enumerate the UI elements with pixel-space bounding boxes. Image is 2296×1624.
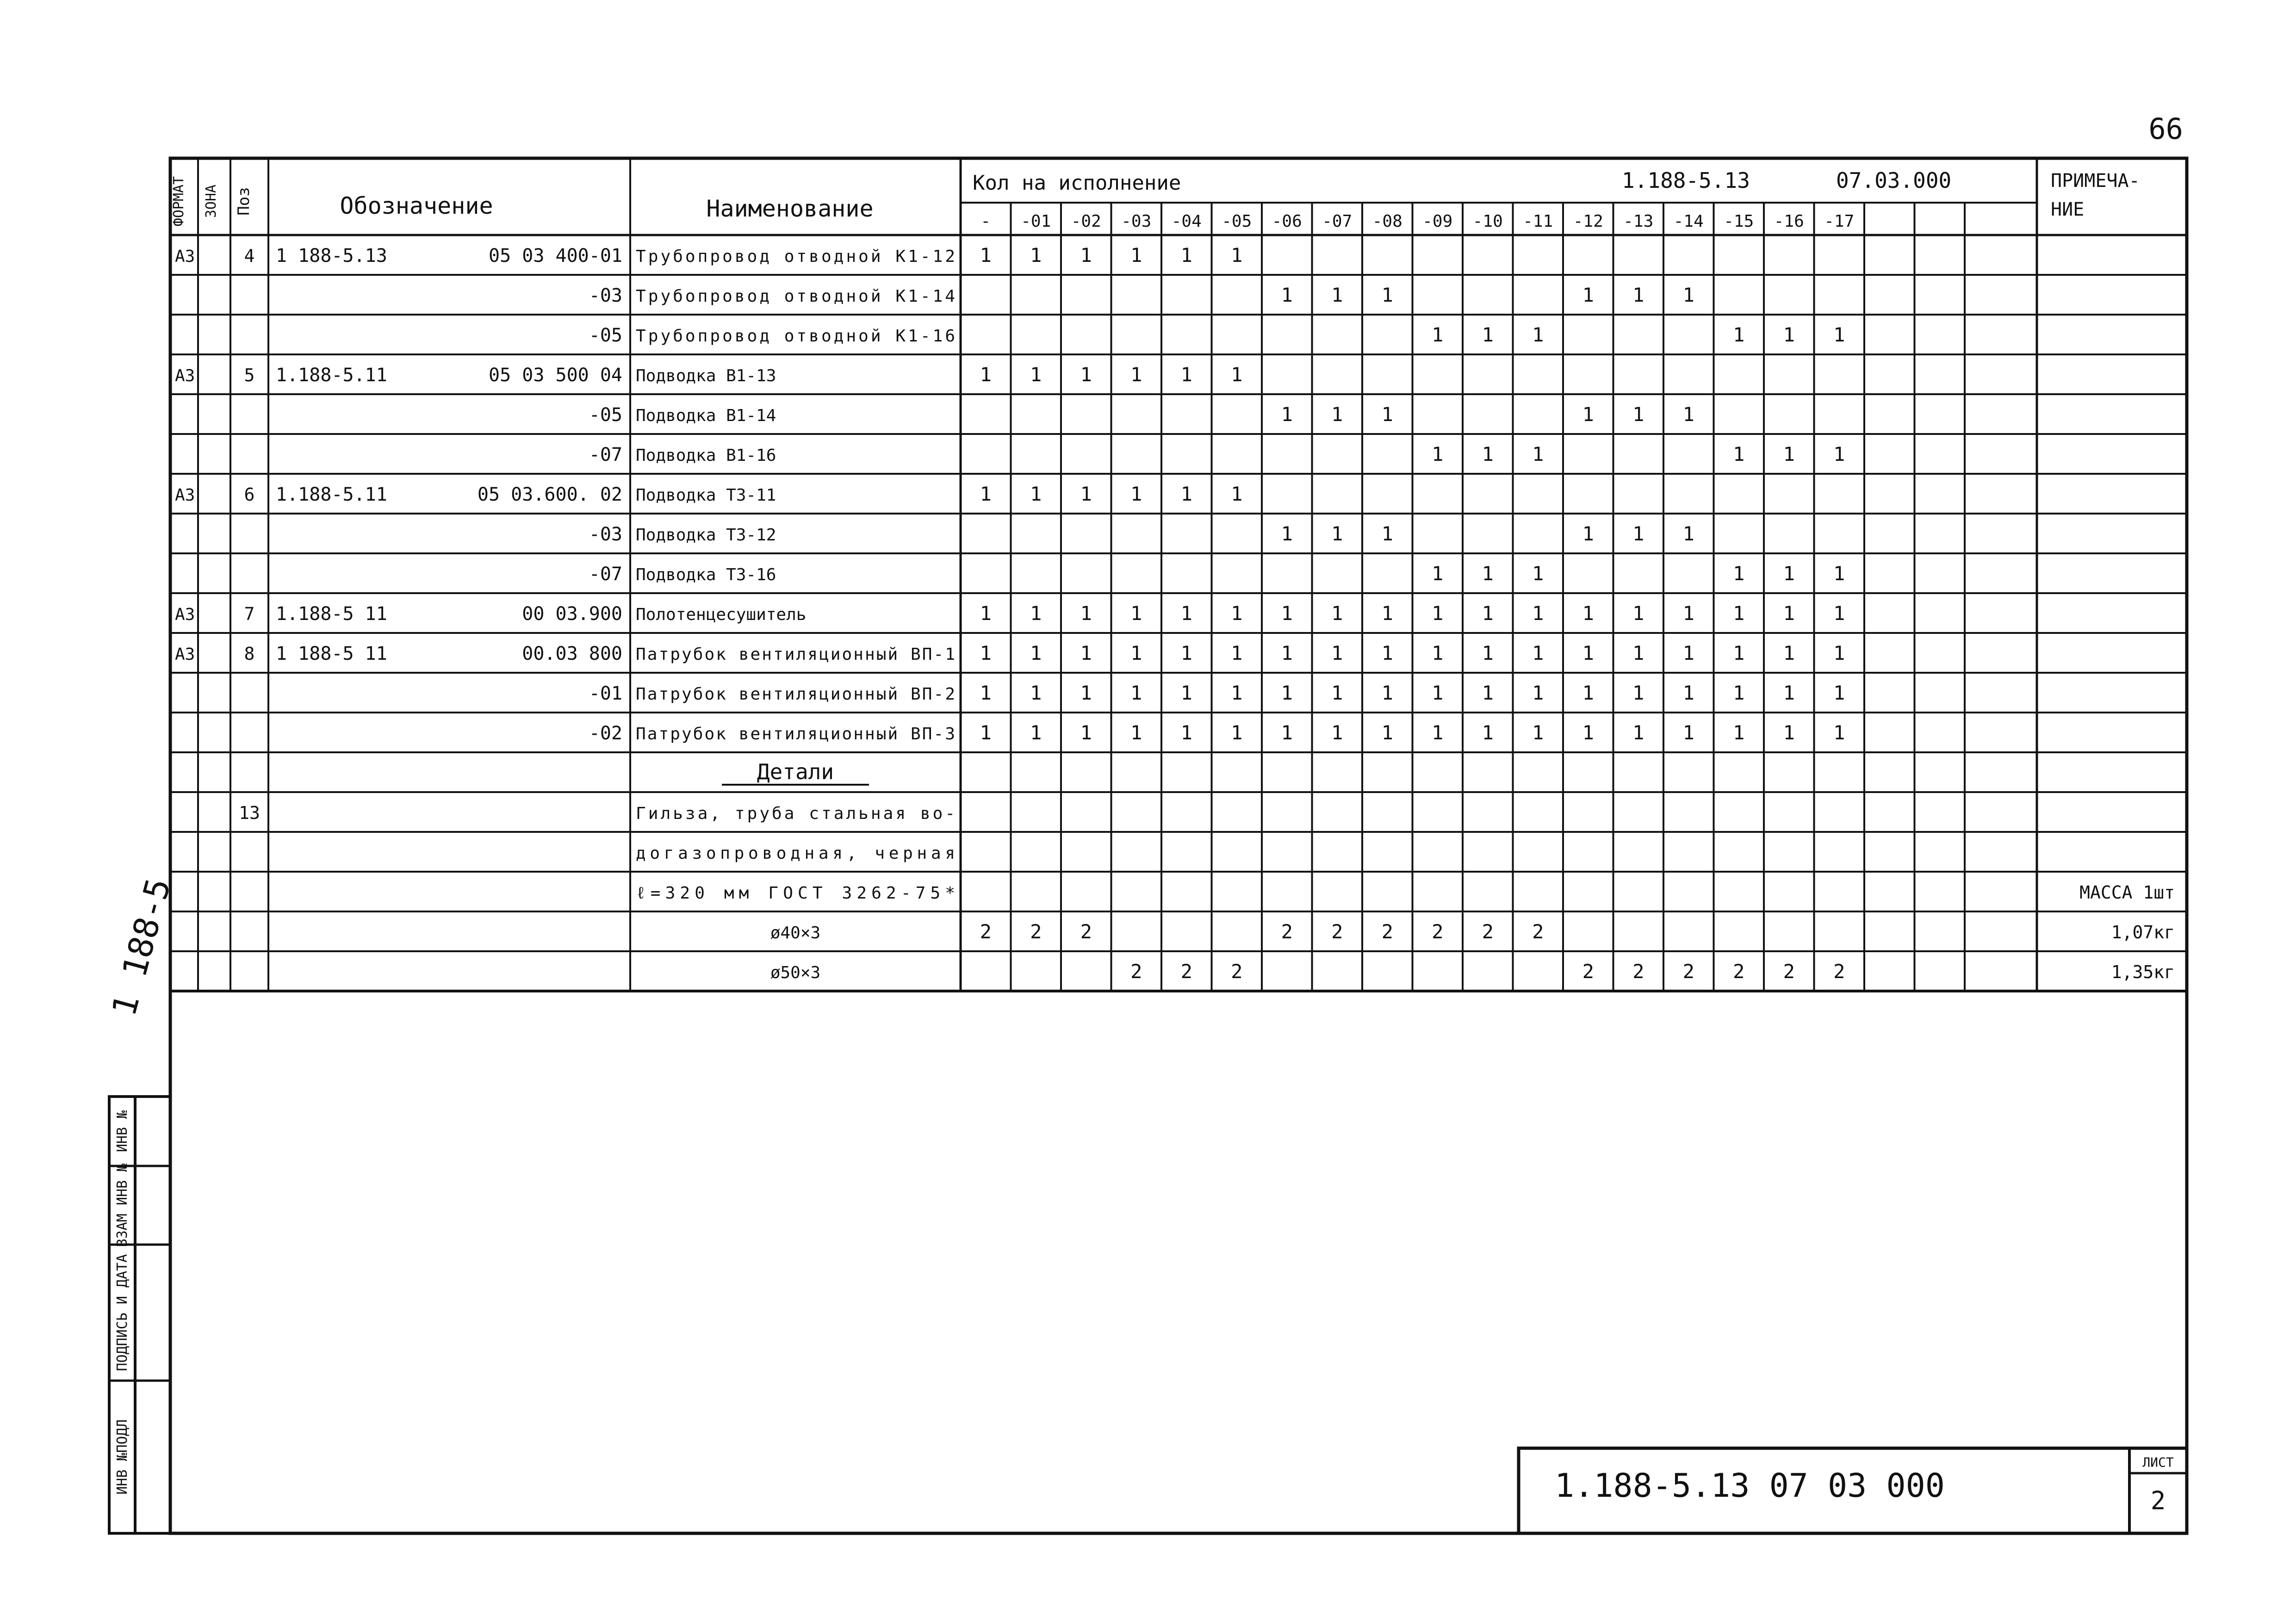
cell-qty: 1 xyxy=(1030,682,1042,704)
cell-qty: 1 xyxy=(1632,682,1644,704)
cell-qty: 1 xyxy=(1281,642,1293,664)
table-row xyxy=(589,443,1845,465)
cell-qty: 1 xyxy=(1682,403,1694,426)
table-row xyxy=(175,244,1242,267)
cell-qty: 1 xyxy=(1783,721,1795,744)
cell-qty: 1 xyxy=(1130,483,1142,505)
cell-qty: 1 xyxy=(1733,682,1745,704)
cell-format: А3 xyxy=(175,486,195,505)
variant-header: -07 xyxy=(1322,212,1353,231)
cell-qty: 1 xyxy=(1080,721,1092,744)
cell-qty: 1 xyxy=(1482,562,1494,585)
variant-header: -06 xyxy=(1272,212,1302,231)
cell-qty: 1 xyxy=(1281,284,1293,306)
cell-qty: 1 xyxy=(1833,682,1845,704)
outer-frame xyxy=(170,158,2187,1533)
cell-qty: 1 xyxy=(1331,721,1343,744)
cell-qty: 2 xyxy=(1080,920,1092,943)
variant-header: -09 xyxy=(1422,212,1453,231)
header-note-2: НИЕ xyxy=(2051,199,2085,220)
cell-qty: 1 xyxy=(1381,522,1393,545)
cell-qty: 1 xyxy=(1783,602,1795,625)
cell-qty: 1 xyxy=(980,483,992,505)
cell-qty: 1 xyxy=(1733,443,1745,465)
cell-name: Полотенцесушитель xyxy=(636,605,807,624)
cell-qty: 2 xyxy=(980,920,992,943)
cell-qty: 1 xyxy=(1682,721,1694,744)
cell-qty: 1 xyxy=(1833,602,1845,625)
cell-qty: 1 xyxy=(980,682,992,704)
cell-qty: 1 xyxy=(1682,642,1694,664)
table-row xyxy=(636,844,955,863)
cell-qty: 2 xyxy=(1130,960,1142,983)
cell-qty: 1 xyxy=(1783,562,1795,585)
cell-qty: 1 xyxy=(1833,562,1845,585)
cell-qty: 2 xyxy=(1833,960,1845,983)
cell-qty: 1 xyxy=(1030,721,1042,744)
header-pos: Поз xyxy=(235,187,253,216)
variant-header: -10 xyxy=(1472,212,1503,231)
cell-qty: 2 xyxy=(1231,960,1243,983)
cell-designation-number: 00.03 800 xyxy=(522,643,622,664)
cell-qty: 1 xyxy=(1482,443,1494,465)
table-row xyxy=(589,284,1694,306)
cell-qty: 1 xyxy=(1231,363,1243,386)
cell-qty: 1 xyxy=(1281,602,1293,625)
cell-qty: 1 xyxy=(1130,721,1142,744)
cell-qty: 1 xyxy=(1632,284,1644,306)
cell-qty: 1 xyxy=(1733,642,1745,664)
cell-designation-number: -07 xyxy=(589,564,622,585)
cell-qty: 1 xyxy=(1180,642,1192,664)
cell-qty: 1 xyxy=(1080,642,1092,664)
header-zone: ЗОНА xyxy=(203,184,219,218)
cell-name: Детали xyxy=(757,759,834,784)
cell-qty: 1 xyxy=(1532,682,1544,704)
cell-name: Патрубок вентиляционный ВП-1 xyxy=(636,645,955,664)
table-row xyxy=(589,323,1845,346)
cell-name: Трубопровод отводной К1-14 xyxy=(636,287,955,306)
cell-qty: 1 xyxy=(1532,323,1544,346)
cell-qty: 1 xyxy=(1231,721,1243,744)
header-doc-number: 07.03.000 xyxy=(1836,168,1952,193)
cell-qty: 1 xyxy=(1231,602,1243,625)
cell-qty: 1 xyxy=(1180,721,1192,744)
page-number: 66 xyxy=(2148,112,2183,146)
cell-qty: 1 xyxy=(1482,642,1494,664)
cell-qty: 1 xyxy=(1381,403,1393,426)
title-block-sheet-number: 2 xyxy=(2150,1486,2166,1515)
cell-qty: 1 xyxy=(1733,721,1745,744)
cell-qty: 2 xyxy=(1281,920,1293,943)
side-block xyxy=(109,1097,170,1533)
variant-header: -05 xyxy=(1222,212,1252,231)
cell-qty: 1 xyxy=(1532,602,1544,625)
cell-format: А3 xyxy=(175,247,195,266)
cell-qty: 1 xyxy=(1532,562,1544,585)
table-row xyxy=(636,882,2175,903)
cell-qty: 1 xyxy=(1632,721,1644,744)
cell-qty: 1 xyxy=(1331,602,1343,625)
title-block-doc: 1.188-5.13 07 03 000 xyxy=(1555,1467,1945,1505)
variant-header: -01 xyxy=(1021,212,1051,231)
cell-qty: 1 xyxy=(1582,682,1594,704)
cell-name: Подводка В1-14 xyxy=(636,406,776,425)
cell-qty: 1 xyxy=(1733,323,1745,346)
cell-qty: 1 xyxy=(1682,522,1694,545)
cell-qty: 1 xyxy=(1331,522,1343,545)
cell-qty: 1 xyxy=(980,642,992,664)
cell-qty: 1 xyxy=(1080,244,1092,267)
cell-qty: 1 xyxy=(1432,721,1444,744)
cell-qty: 2 xyxy=(1381,920,1393,943)
cell-format: А3 xyxy=(175,605,195,624)
cell-qty: 1 xyxy=(1582,602,1594,625)
cell-qty: 1 xyxy=(1180,483,1192,505)
cell-note: 1,35кг xyxy=(2111,962,2175,982)
cell-designation-number: 05 03.600. 02 xyxy=(477,484,622,505)
table-grid xyxy=(170,158,2187,991)
variant-header: - xyxy=(980,212,991,231)
cell-qty: 1 xyxy=(1281,682,1293,704)
cell-qty: 1 xyxy=(1582,403,1594,426)
table-row xyxy=(589,721,1845,744)
variant-header: -04 xyxy=(1171,212,1202,231)
cell-qty: 1 xyxy=(1030,244,1042,267)
cell-qty: 1 xyxy=(1080,682,1092,704)
cell-qty: 2 xyxy=(1482,920,1494,943)
header-designation: Обозначение xyxy=(340,192,493,219)
side-stamp: 1 188-5 xyxy=(104,874,178,1020)
cell-qty: 2 xyxy=(1582,960,1594,983)
cell-qty: 1 xyxy=(1080,363,1092,386)
cell-name: Патрубок вентиляционный ВП-2 xyxy=(636,685,955,704)
cell-qty: 1 xyxy=(1231,483,1243,505)
cell-designation-number: -05 xyxy=(589,325,622,346)
cell-qty: 1 xyxy=(1582,642,1594,664)
cell-qty: 2 xyxy=(1783,960,1795,983)
cell-qty: 1 xyxy=(1783,642,1795,664)
table-row xyxy=(175,363,1242,386)
cell-qty: 1 xyxy=(1381,642,1393,664)
cell-qty: 1 xyxy=(1783,443,1795,465)
cell-designation-code: 1.188-5.11 xyxy=(276,484,387,505)
cell-qty: 1 xyxy=(1281,721,1293,744)
cell-qty: 1 xyxy=(1783,323,1795,346)
side-block-label: ПОДПИСЬ И ДАТА xyxy=(114,1254,130,1371)
cell-note: МАССА 1шт xyxy=(2079,882,2175,903)
cell-qty: 1 xyxy=(1833,642,1845,664)
cell-qty: 1 xyxy=(1331,403,1343,426)
cell-qty: 2 xyxy=(1432,920,1444,943)
cell-qty: 1 xyxy=(1281,403,1293,426)
cell-name: Трубопровод отводной К1-16 xyxy=(636,327,955,346)
variant-header: -13 xyxy=(1623,212,1654,231)
cell-designation-number: -03 xyxy=(589,524,622,545)
cell-pos: 7 xyxy=(244,604,255,624)
cell-qty: 1 xyxy=(980,602,992,625)
cell-qty: 1 xyxy=(1130,682,1142,704)
cell-qty: 1 xyxy=(980,244,992,267)
cell-name: Подводка В1-16 xyxy=(636,446,776,465)
cell-format: А3 xyxy=(175,366,195,385)
cell-qty: 1 xyxy=(1281,522,1293,545)
cell-qty: 1 xyxy=(1582,522,1594,545)
side-block-label: ИНВ № xyxy=(114,1110,130,1153)
cell-designation-code: 1.188-5 11 xyxy=(276,603,387,625)
cell-qty: 1 xyxy=(1432,562,1444,585)
title-block-sheet-label: ЛИСТ xyxy=(2142,1455,2174,1470)
table-row xyxy=(239,803,955,823)
cell-designation-number: -01 xyxy=(589,683,622,704)
cell-qty: 2 xyxy=(1682,960,1694,983)
cell-name: Патрубок вентиляционный ВП-3 xyxy=(636,725,955,744)
cell-pos: 6 xyxy=(244,484,255,505)
cell-qty: 1 xyxy=(1833,721,1845,744)
cell-name: ℓ=320 мм ГОСТ 3262-75* xyxy=(636,884,955,903)
cell-qty: 2 xyxy=(1331,920,1343,943)
cell-designation-number: 00 03.900 xyxy=(522,603,622,625)
cell-note: 1,07кг xyxy=(2111,922,2175,942)
cell-qty: 1 xyxy=(1432,682,1444,704)
cell-qty: 1 xyxy=(1532,642,1544,664)
cell-qty: 1 xyxy=(1130,602,1142,625)
table-row xyxy=(589,682,1845,704)
cell-qty: 1 xyxy=(1231,244,1243,267)
cell-qty: 1 xyxy=(1532,721,1544,744)
cell-qty: 1 xyxy=(1833,443,1845,465)
cell-qty: 1 xyxy=(1130,244,1142,267)
cell-qty: 1 xyxy=(1432,642,1444,664)
cell-designation-number: -02 xyxy=(589,723,622,744)
cell-qty: 1 xyxy=(1733,562,1745,585)
cell-qty: 1 xyxy=(1080,602,1092,625)
cell-pos: 4 xyxy=(244,246,255,266)
table-row xyxy=(589,562,1845,585)
cell-name: Подводка Т3-11 xyxy=(636,486,776,505)
cell-qty: 1 xyxy=(1030,483,1042,505)
cell-name: Подводка Т3-12 xyxy=(636,526,776,545)
cell-designation-number: -05 xyxy=(589,404,622,426)
cell-qty: 2 xyxy=(1632,960,1644,983)
title-block xyxy=(1519,1448,2187,1533)
cell-qty: 1 xyxy=(1080,483,1092,505)
variant-header: -16 xyxy=(1774,212,1804,231)
cell-qty: 1 xyxy=(1180,602,1192,625)
cell-qty: 1 xyxy=(1532,443,1544,465)
cell-designation-number: 05 03 400-01 xyxy=(489,245,622,267)
cell-qty: 1 xyxy=(1482,323,1494,346)
cell-qty: 1 xyxy=(1180,244,1192,267)
variant-header: -11 xyxy=(1523,212,1553,231)
cell-qty: 1 xyxy=(1331,682,1343,704)
header-doc-code: 1.188-5.13 xyxy=(1622,168,1750,193)
cell-qty: 1 xyxy=(1482,721,1494,744)
header-qty-title: Кол на исполнение xyxy=(973,171,1181,195)
cell-name: ø40×3 xyxy=(770,924,821,942)
side-block-label: ИНВ №ПОДЛ xyxy=(114,1419,130,1495)
cell-qty: 2 xyxy=(1030,920,1042,943)
cell-qty: 1 xyxy=(1180,363,1192,386)
cell-qty: 1 xyxy=(1231,642,1243,664)
table-row xyxy=(722,759,869,785)
cell-qty: 1 xyxy=(1030,642,1042,664)
cell-qty: 1 xyxy=(1833,323,1845,346)
variant-header: -03 xyxy=(1121,212,1152,231)
cell-pos: 8 xyxy=(244,644,255,664)
cell-qty: 1 xyxy=(1632,403,1644,426)
cell-designation-number: -03 xyxy=(589,285,622,306)
table-row xyxy=(175,483,1242,505)
cell-qty: 1 xyxy=(1632,602,1644,625)
cell-name: Гильза, труба стальная во- xyxy=(636,804,955,823)
cell-designation-code: 1 188-5.13 xyxy=(276,245,387,267)
cell-qty: 1 xyxy=(1432,443,1444,465)
cell-qty: 1 xyxy=(1432,602,1444,625)
variant-header: -02 xyxy=(1071,212,1101,231)
cell-designation-number: -07 xyxy=(589,444,622,465)
cell-format: А3 xyxy=(175,645,195,664)
cell-qty: 1 xyxy=(1783,682,1795,704)
cell-name: догазопроводная, черная xyxy=(636,844,955,863)
variant-header: -14 xyxy=(1673,212,1704,231)
header-format: ФОРМАТ xyxy=(171,176,187,227)
cell-name: Трубопровод отводной К1-12 xyxy=(636,247,955,266)
cell-qty: 2 xyxy=(1532,920,1544,943)
cell-qty: 1 xyxy=(1331,642,1343,664)
cell-qty: 1 xyxy=(1381,602,1393,625)
variant-header: -12 xyxy=(1573,212,1603,231)
cell-qty: 1 xyxy=(1632,522,1644,545)
cell-qty: 1 xyxy=(1381,284,1393,306)
variant-header: -15 xyxy=(1724,212,1754,231)
cell-qty: 1 xyxy=(980,363,992,386)
cell-designation-number: 05 03 500 04 xyxy=(489,365,622,386)
cell-pos: 5 xyxy=(244,365,255,385)
cell-qty: 1 xyxy=(1582,721,1594,744)
cell-qty: 1 xyxy=(1632,642,1644,664)
cell-qty: 1 xyxy=(1130,363,1142,386)
cell-qty: 1 xyxy=(1733,602,1745,625)
cell-name: Подводка Т3-16 xyxy=(636,565,776,584)
table-row xyxy=(589,403,1694,426)
cell-qty: 2 xyxy=(1733,960,1745,983)
header-note: ПРИМЕЧА- xyxy=(2051,170,2140,192)
cell-qty: 1 xyxy=(1682,682,1694,704)
cell-qty: 1 xyxy=(1482,682,1494,704)
cell-designation-code: 1 188-5 11 xyxy=(276,643,387,664)
cell-pos: 13 xyxy=(239,803,260,823)
cell-designation-code: 1.188-5.11 xyxy=(276,365,387,386)
cell-qty: 1 xyxy=(1582,284,1594,306)
cell-name: ø50×3 xyxy=(770,963,821,982)
table-row xyxy=(589,522,1694,545)
variant-header: -08 xyxy=(1372,212,1402,231)
cell-qty: 1 xyxy=(1682,602,1694,625)
cell-qty: 2 xyxy=(1180,960,1192,983)
cell-qty: 1 xyxy=(1331,284,1343,306)
cell-qty: 1 xyxy=(1381,721,1393,744)
cell-qty: 1 xyxy=(1030,363,1042,386)
header-name: Наименование xyxy=(706,195,874,222)
side-block-label: ВЗАМ ИНВ № xyxy=(114,1163,130,1247)
cell-qty: 1 xyxy=(1381,682,1393,704)
cell-qty: 1 xyxy=(980,721,992,744)
cell-qty: 1 xyxy=(1030,602,1042,625)
cell-name: Подводка В1-13 xyxy=(636,366,776,385)
cell-qty: 1 xyxy=(1180,682,1192,704)
cell-qty: 1 xyxy=(1130,642,1142,664)
cell-qty: 1 xyxy=(1682,284,1694,306)
cell-qty: 1 xyxy=(1432,323,1444,346)
cell-qty: 1 xyxy=(1231,682,1243,704)
cell-qty: 1 xyxy=(1482,602,1494,625)
variant-header: -17 xyxy=(1824,212,1855,231)
